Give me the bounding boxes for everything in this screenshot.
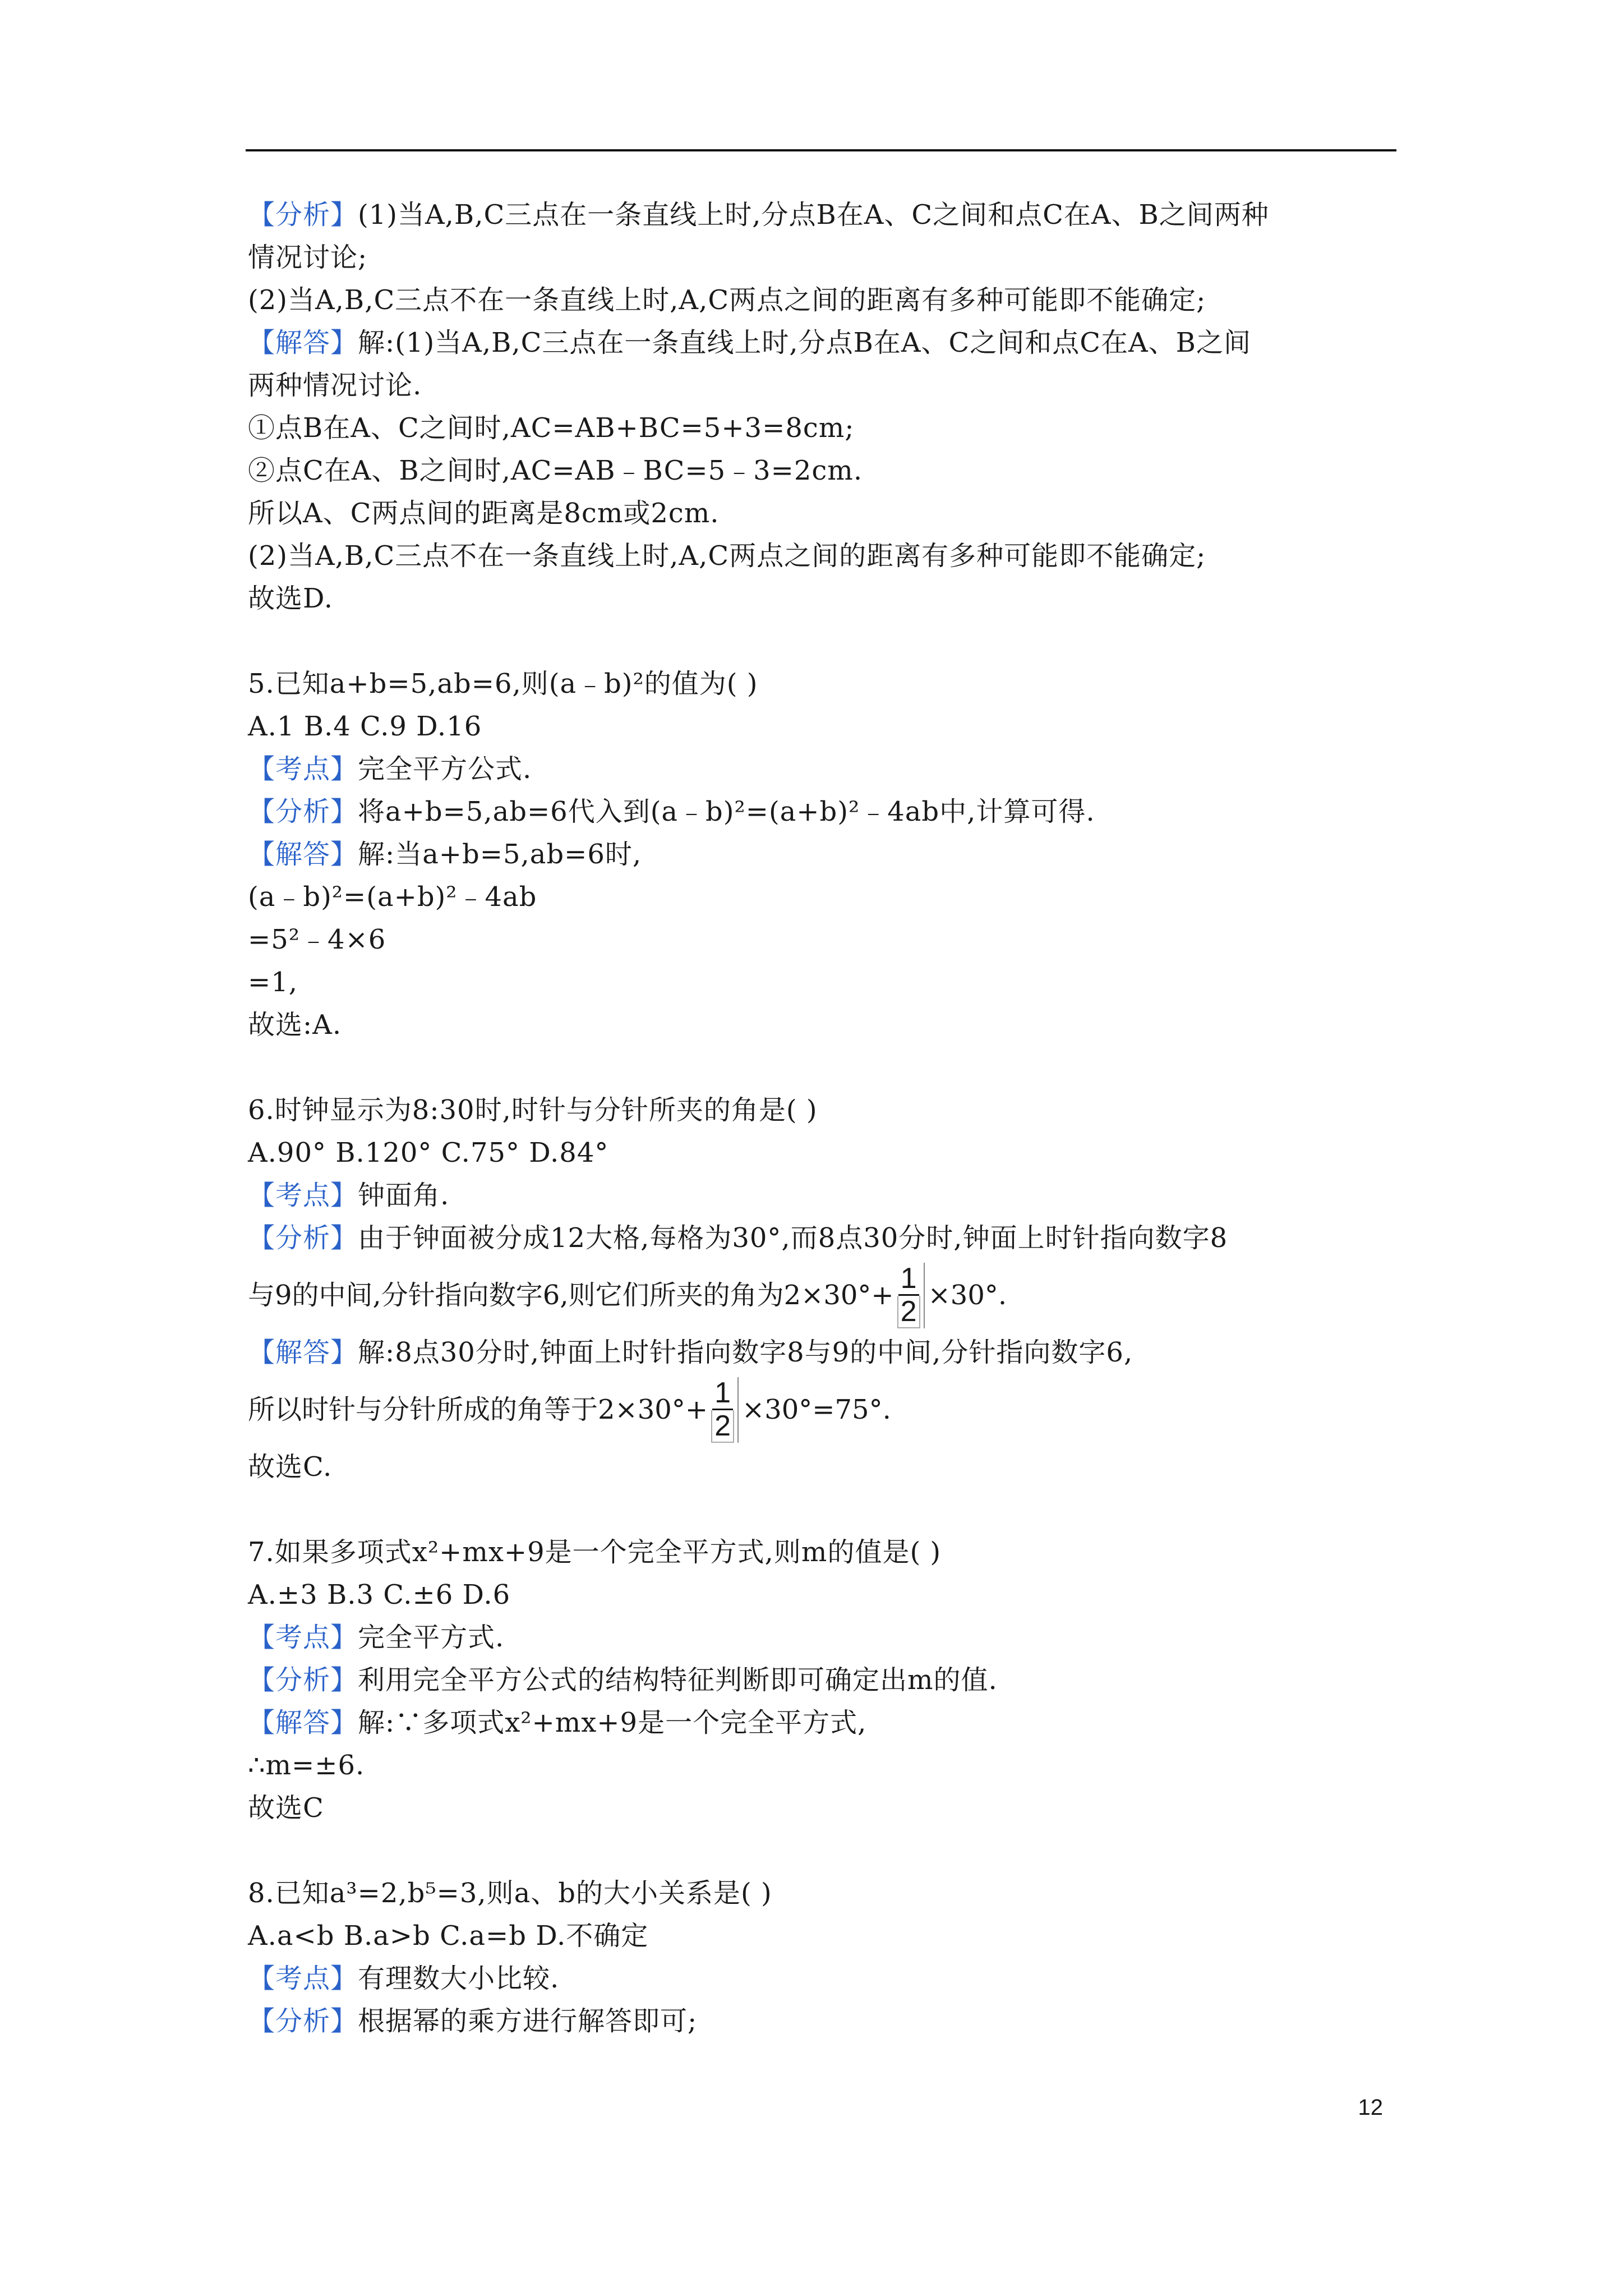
- page-number: 12: [1358, 2095, 1383, 2120]
- question-6-stem: 6.时钟显示为8:30时,时针与分针所夹的角是( ): [248, 1094, 818, 1126]
- text-line: 所以A、C两点间的距离是8cm或2cm.: [248, 498, 720, 529]
- tag-kaodian: 【考点】: [248, 753, 358, 785]
- text-line: =1,: [248, 967, 298, 998]
- fraction-one-half: $\frac{1}{2}$: [711, 1377, 739, 1443]
- page-content: [248, 194, 1403, 2042]
- tag-jieda: 【解答】: [248, 839, 358, 870]
- tag-jieda: 【解答】: [248, 1337, 358, 1368]
- text-line: 【解答】解:(1)当A,B,C三点在一条直线上时,分点B在A、C之间和点C在A、B之间: [248, 327, 1251, 358]
- text-line: 【解答】解:∵多项式x²+mx+9是一个完全平方式,: [248, 1707, 867, 1738]
- question-8-options: A.a<b B.a>b C.a=b D.不确定: [248, 1920, 649, 1952]
- text-line: (2)当A,B,C三点不在一条直线上时,A,C两点之间的距离有多种可能即不能确定;: [248, 284, 1206, 316]
- tag-kaodian: 【考点】: [248, 1622, 358, 1653]
- text-line: 【分析】(1)当A,B,C三点在一条直线上时,分点B在A、C之间和点C在A、B之间两种: [248, 199, 1269, 231]
- tag-jieda: 【解答】: [248, 327, 358, 358]
- text-line: 【考点】钟面角.: [248, 1180, 450, 1211]
- question-6-options: A.90° B.120° C.75° D.84°: [248, 1137, 609, 1168]
- text-line: 【考点】有理数大小比较.: [248, 1963, 560, 1994]
- text-line: 两种情况讨论.: [248, 370, 422, 401]
- text-line: (a﹣b)²=(a+b)²﹣4ab: [248, 881, 537, 913]
- text-line: 【分析】将a+b=5,ab=6代入到(a﹣b)²=(a+b)²﹣4ab中,计算可得.: [248, 796, 1095, 827]
- fraction-line: 与9的中间,分针指向数字6,则它们所夹的角为2×30°+ $\frac{1}{2}$ ×30°.: [248, 1262, 1007, 1328]
- text-line: 【分析】根据幂的乘方进行解答即可;: [248, 2005, 698, 2037]
- question-7-stem: 7.如果多项式x²+mx+9是一个完全平方式,则m的值是( ): [248, 1536, 942, 1568]
- tag-fenxi: 【分析】: [248, 199, 358, 231]
- text-line: 故选D.: [248, 583, 334, 614]
- text-line: =5²﹣4×6: [248, 924, 386, 955]
- question-5-stem: 5.已知a+b=5,ab=6,则(a﹣b)²的值为( ): [248, 668, 758, 700]
- header-rule: [246, 149, 1396, 151]
- tag-jieda: 【解答】: [248, 1707, 358, 1738]
- text-line: ∴m=±6.: [248, 1750, 365, 1781]
- text-line: 故选:A.: [248, 1009, 342, 1041]
- tag-kaodian: 【考点】: [248, 1963, 358, 1994]
- fraction-one-half: $\frac{1}{2}$: [897, 1263, 925, 1328]
- tag-fenxi: 【分析】: [248, 796, 358, 827]
- text-line: 【解答】解:当a+b=5,ab=6时,: [248, 839, 642, 870]
- text-line: 故选C: [248, 1792, 324, 1824]
- question-8-stem: 8.已知a³=2,b⁵=3,则a、b的大小关系是( ): [248, 1878, 772, 1909]
- tag-fenxi: 【分析】: [248, 1222, 358, 1254]
- question-7-options: A.±3 B.3 C.±6 D.6: [248, 1579, 511, 1611]
- text-line: 【解答】解:8点30分时,钟面上时针指向数字8与9的中间,分针指向数字6,: [248, 1337, 1133, 1368]
- question-5-options: A.1 B.4 C.9 D.16: [248, 711, 482, 742]
- text-line: 故选C.: [248, 1451, 333, 1483]
- text-line: ①点B在A、C之间时,AC=AB+BC=5+3=8cm;: [248, 412, 855, 444]
- text-line: 【考点】完全平方公式.: [248, 753, 532, 785]
- text-line: 【考点】完全平方式.: [248, 1622, 505, 1653]
- tag-kaodian: 【考点】: [248, 1180, 358, 1211]
- text-line: 【分析】利用完全平方公式的结构特征判断即可确定出m的值.: [248, 1664, 998, 1696]
- text-line: 情况讨论;: [248, 242, 368, 273]
- text-line: (2)当A,B,C三点不在一条直线上时,A,C两点之间的距离有多种可能即不能确定;: [248, 540, 1206, 572]
- text-line: ②点C在A、B之间时,AC=AB﹣BC=5﹣3=2cm.: [248, 455, 863, 486]
- tag-fenxi: 【分析】: [248, 2005, 358, 2037]
- fraction-line: 所以时针与分针所成的角等于2×30°+ $\frac{1}{2}$ ×30°=75°.: [248, 1376, 891, 1442]
- text-line: 【分析】由于钟面被分成12大格,每格为30°,而8点30分时,钟面上时针指向数字8: [248, 1222, 1228, 1254]
- tag-fenxi: 【分析】: [248, 1664, 358, 1696]
